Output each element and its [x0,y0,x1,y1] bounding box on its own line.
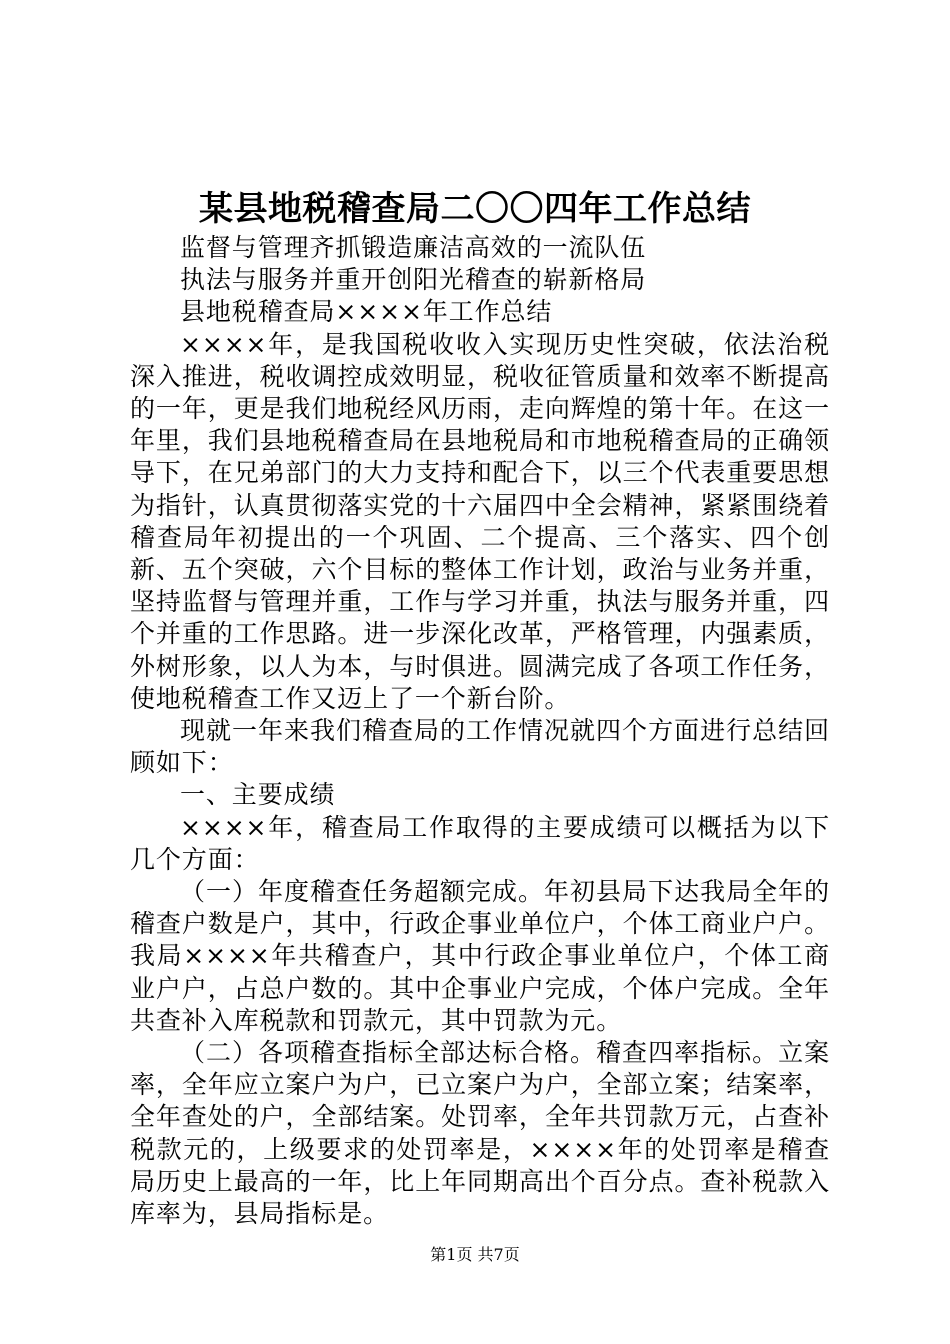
paragraph-results-summary: ××××年，稽查局工作取得的主要成绩可以概括为以下几个方面： [130,812,830,874]
section-heading-main-results: 一、主要成绩 [180,780,336,810]
subtitle-line-3: 县地税稽查局××××年工作总结 [180,297,553,327]
subtitle-line-2: 执法与服务并重开创阳光稽查的崭新格局 [180,265,647,295]
subtitle-line-1: 监督与管理齐抓锻造廉洁高效的一流队伍 [180,233,647,262]
paragraph-intro: ××××年，是我国税收收入实现历史性突破，依法治税深入推进，税收调控成效明显，税收征管质量和效率不断提高的一年，更是我们地税经风历雨，走向辉煌的第十年。在这一年里，我们县地税稽查局在县地税局和市地税稽查局的正确领导下，在兄弟部门的大力支持和配合下，以三个代表重要思想为指针，认真贯彻落实党的十六届四中全会精神，紧紧围绕着稽查局年初提出的一个巩固、二个提高、三个落实、四个创新、五个突破，六个目标的整体工作计划，政治与业务并重，坚持监督与管理并重，工作与学习并重，执法与服务并重，四个并重的工作思路。进一步深化改革，严格管理，内强素质，外树形象，以人为本，与时俱进。圆满完成了各项工作任务，使地税稽查工作又迈上了一个新台阶。 [130,329,830,713]
paragraph-item-1: （一）年度稽查任务超额完成。年初县局下达我局全年的稽查户数是户，其中，行政企事业单位户，个体工商业户户。我局××××年共稽查户，其中行政企事业单位户，个体工商业户户，占总户数的。其中企事业户完成，个体户完成。全年共查补入库税款和罚款元，其中罚款为元。 [130,877,830,1035]
paragraph-item-2: （二）各项稽查指标全部达标合格。稽查四率指标。立案率，全年应立案户为户，已立案户为户，全部立案；结案率，全年查处的户，全部结案。处罚率，全年共罚款万元，占查补税款元的，上级要求的处罚率是，××××年的处罚率是稽查局历史上最高的一年，比上年同期高出个百分点。查补税款入库率为，县局指标是。 [130,1038,830,1229]
paragraph-overview: 现就一年来我们稽查局的工作情况就四个方面进行总结回顾如下： [130,716,830,778]
page-number-footer: 第1页 共7页 [430,1245,520,1264]
document-body [130,232,830,1230]
document-title: 某县地税稽查局二〇〇四年工作总结 [199,189,751,229]
